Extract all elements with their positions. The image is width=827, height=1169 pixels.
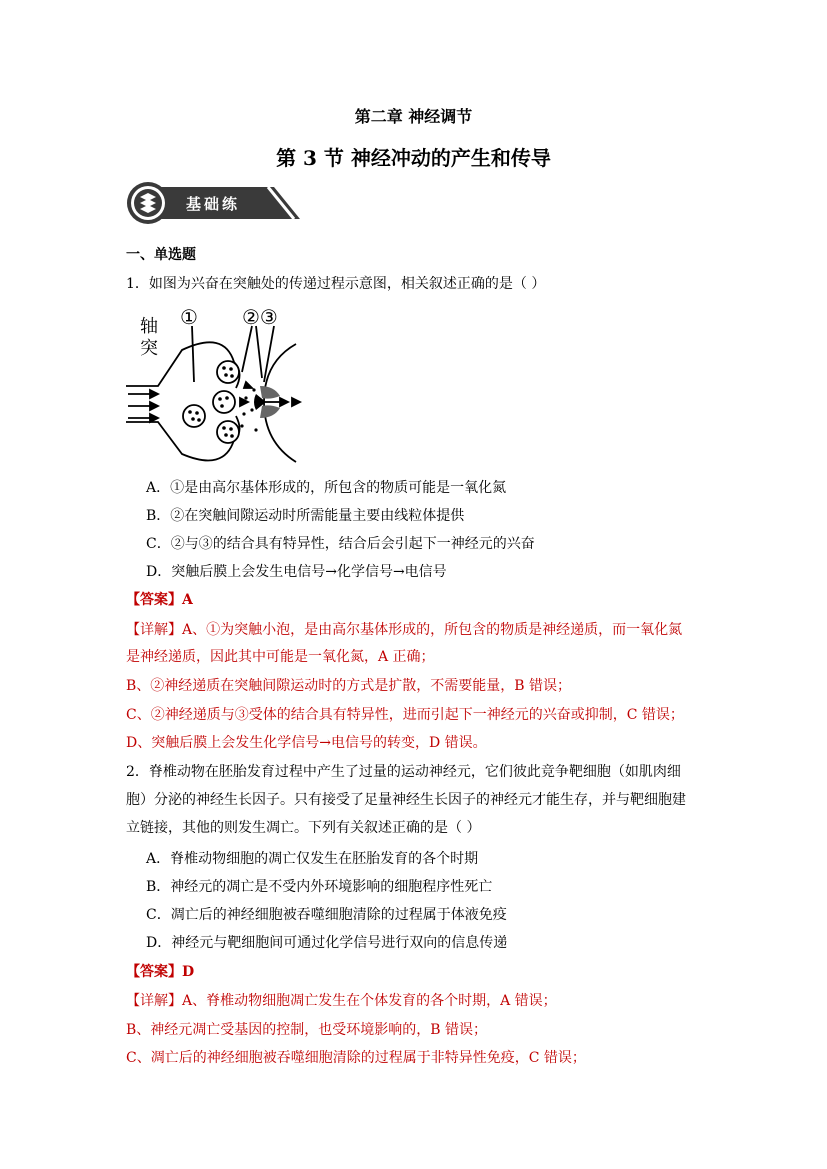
- q1-answer: 【答案】A: [126, 592, 193, 608]
- question-2-stem-line: 立链接，其他的则发生凋亡。下列有关叙述正确的是（ ）: [126, 820, 481, 836]
- synapse-diagram: [124, 302, 309, 468]
- q1-explanation-line: 是神经递质，因此其中可能是一氧化氮，A 正确；: [126, 649, 435, 665]
- q2-answer: 【答案】D: [126, 964, 195, 980]
- q1-explanation-line: D、突触后膜上会发生化学信号→电信号的转变，D 错误。: [126, 735, 487, 751]
- q2-option-c: C．凋亡后的神经细胞被吞噬细胞清除的过程属于体液免疫: [146, 907, 507, 923]
- synapse-diagram-graphic: [124, 302, 309, 468]
- axon-label-2: 突: [140, 338, 158, 359]
- q1-explanation-line: C、②神经递质与③受体的结合具有特异性，进而引起下一神经元的兴奋或抑制，C 错误；: [126, 707, 684, 723]
- chapter-title: 第二章 神经调节: [354, 107, 473, 126]
- label-vesicle: ①: [180, 305, 198, 329]
- q1-option-b: B．②在突触间隙运动时所需能量主要由线粒体提供: [146, 508, 465, 524]
- q1-explanation-line: B、②神经递质在突触间隙运动时的方式是扩散，不需要能量，B 错误；: [126, 678, 572, 694]
- banner-label: 基础练: [186, 195, 241, 213]
- section-title: 第 3 节 神经冲动的产生和传导: [276, 146, 551, 170]
- q1-option-c: C．②与③的结合具有特异性，结合后会引起下一神经元的兴奋: [146, 536, 535, 552]
- q2-explanation-line: C、凋亡后的神经细胞被吞噬细胞清除的过程属于非特异性免疫，C 错误；: [126, 1050, 586, 1066]
- q2-explanation-line: B、神经元凋亡受基因的控制，也受环境影响的，B 错误；: [126, 1022, 488, 1038]
- basic-practice-banner: [126, 181, 302, 225]
- q2-explanation-line: 【详解】A、脊椎动物细胞凋亡发生在个体发育的各个时期，A 错误；: [126, 993, 557, 1009]
- question-2-stem-line: 2．脊椎动物在胚胎发育过程中产生了过量的运动神经元，它们彼此竞争靶细胞（如肌肉细: [126, 764, 681, 780]
- q2-option-d: D．神经元与靶细胞间可通过化学信号进行双向的信息传递: [146, 935, 508, 951]
- q1-explanation-line: 【详解】A、①为突触小泡，是由高尔基体形成的，所包含的物质是神经递质，而一氧化氮: [126, 622, 683, 638]
- q1-option-d: D．突触后膜上会发生电信号→化学信号→电信号: [146, 564, 447, 580]
- q1-option-a: A．①是由高尔基体形成的，所包含的物质可能是一氧化氮: [146, 480, 507, 496]
- question-2-stem-line: 胞）分泌的神经生长因子。只有接受了足量神经生长因子的神经元才能生存，并与靶细胞建: [126, 792, 686, 808]
- question-1-stem: 1．如图为兴奋在突触处的传递过程示意图，相关叙述正确的是（ ）: [126, 276, 546, 292]
- q2-option-b: B．神经元的凋亡是不受内外环境影响的细胞程序性死亡: [146, 879, 493, 895]
- label-transmitter-receptor: ②③: [242, 305, 278, 329]
- q2-option-a: A．脊椎动物细胞的凋亡仅发生在胚胎发育的各个时期: [146, 851, 479, 867]
- axon-label-1: 轴: [140, 316, 158, 337]
- section-heading: 一、单选题: [126, 247, 196, 263]
